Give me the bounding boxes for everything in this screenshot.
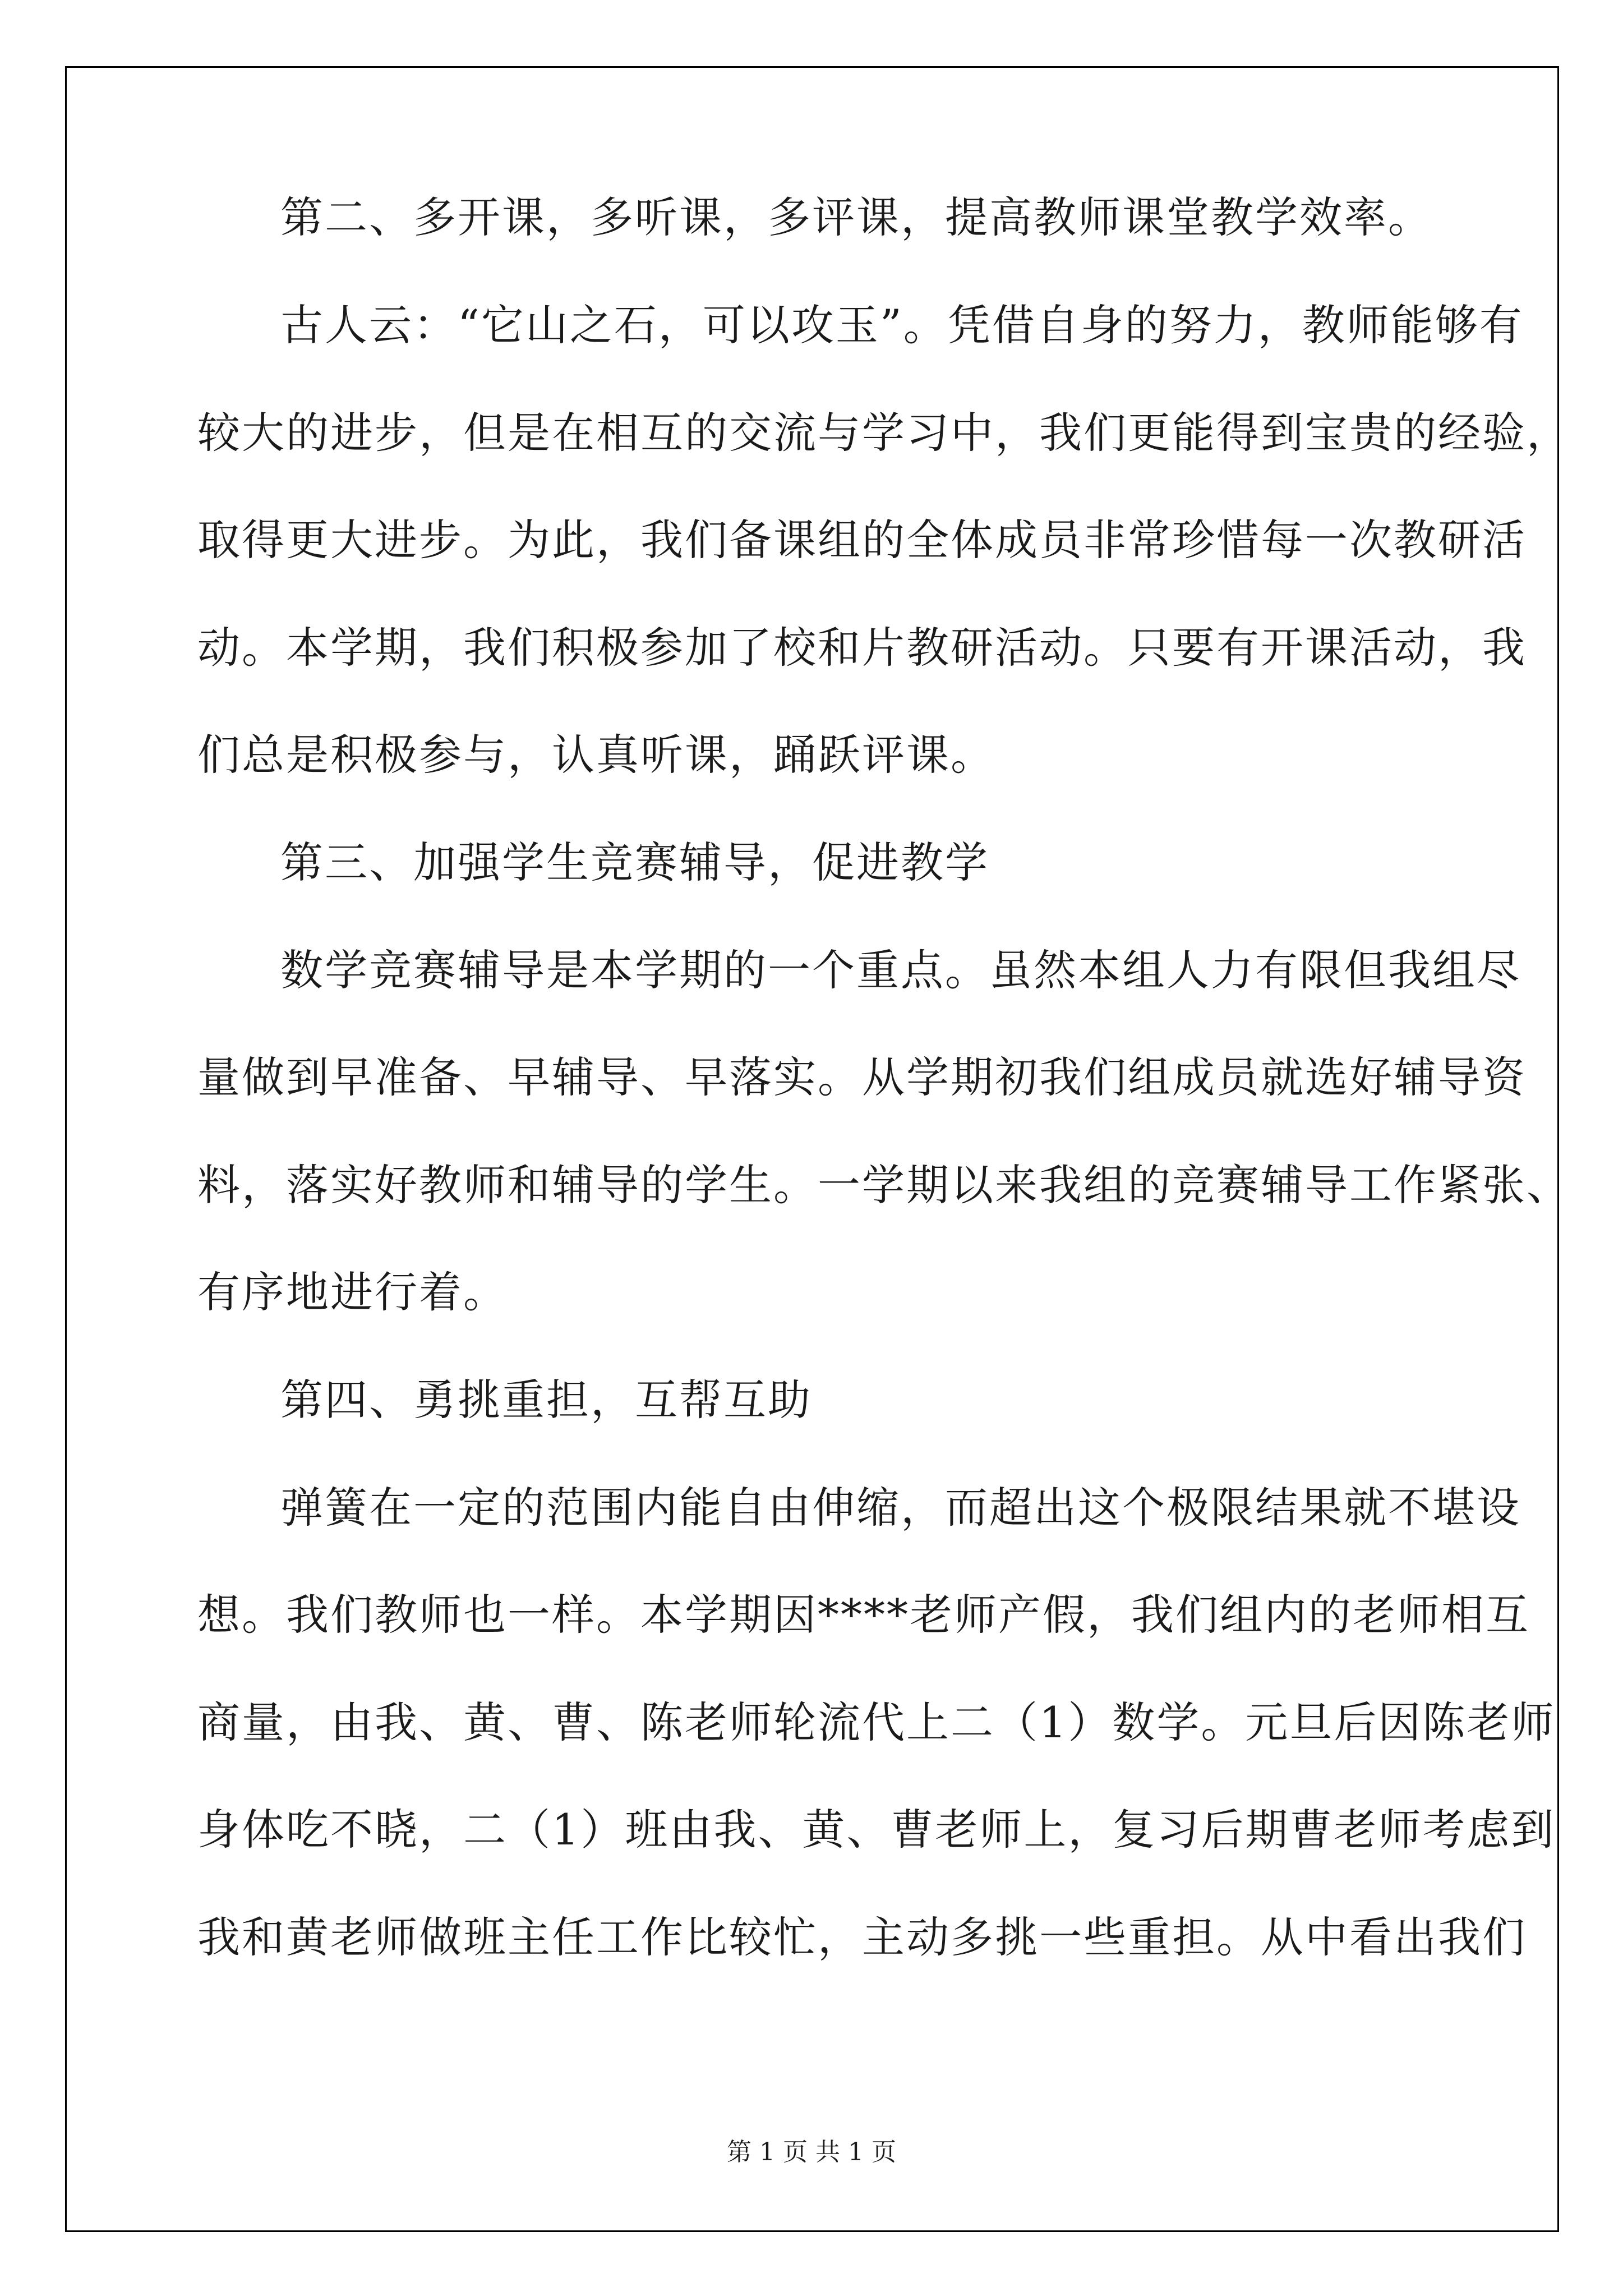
heading-line: 第二、多开课，多听课，多评课，提高教师课堂教学效率。	[280, 192, 1432, 242]
paragraph-line: 动。本学期，我们积极参加了校和片教研活动。只要有开课活动，我	[197, 623, 1527, 673]
heading-line: 第四、勇挑重担，互帮互助	[280, 1375, 812, 1425]
paragraph-line: 商量，由我、黄、曹、陈老师轮流代上二（1）数学。元旦后因陈老师	[197, 1697, 1556, 1747]
paragraph-line: 想。我们教师也一样。本学期因****老师产假，我们组内的老师相互	[197, 1590, 1530, 1640]
paragraph-line: 数学竞赛辅导是本学期的一个重点。虽然本组人力有限但我组尽	[280, 945, 1521, 995]
paragraph-line: 有序地进行着。	[197, 1267, 508, 1317]
paragraph-line: 较大的进步，但是在相互的交流与学习中，我们更能得到宝贵的经验，	[197, 408, 1571, 458]
page-border	[65, 66, 1571, 2232]
page-footer: 第 1 页 共 1 页	[727, 2138, 896, 2166]
paragraph-line: 身体吃不晓，二（1）班由我、黄、曹老师上，复习后期曹老师考虑到	[197, 1805, 1556, 1855]
paragraph-line: 弹簧在一定的范围内能自由伸缩，而超出这个极限结果就不堪设	[280, 1483, 1521, 1533]
heading-line: 第三、加强学生竞赛辅导，促进教学	[280, 838, 989, 887]
paragraph-line: 取得更大进步。为此，我们备课组的全体成员非常珍惜每一次教研活	[197, 515, 1527, 565]
paragraph-line: 我和黄老师做班主任工作比较忙，主动多挑一些重担。从中看出我们	[197, 1912, 1527, 1962]
paragraph-line: 料，落实好教师和辅导的学生。一学期以来我组的竞赛辅导工作紧张、	[197, 1160, 1571, 1210]
paragraph-line: 量做到早准备、早辅导、早落实。从学期初我们组成员就选好辅导资	[197, 1052, 1527, 1102]
paragraph-line: 们总是积极参与，认真听课，踊跃评课。	[197, 730, 995, 780]
paragraph-line: 古人云：“它山之石，可以攻玉”。凭借自身的努力，教师能够有	[280, 300, 1524, 350]
